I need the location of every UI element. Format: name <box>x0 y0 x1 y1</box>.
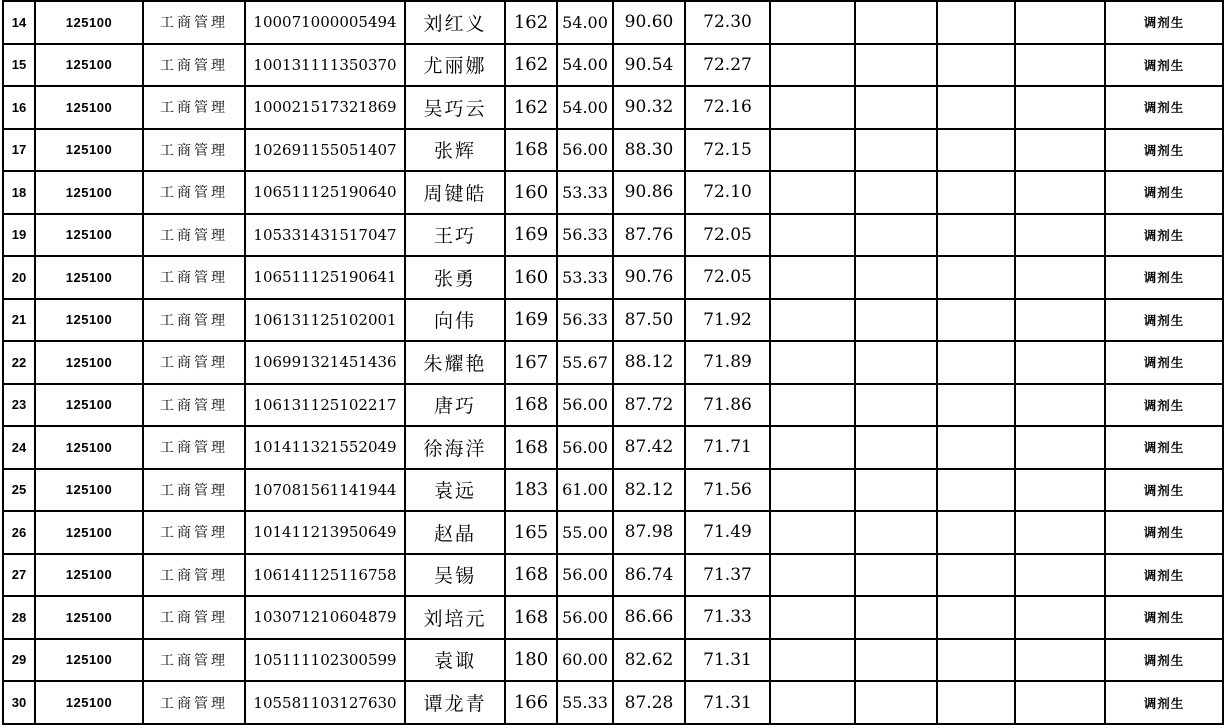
status-cell: 调剂生 <box>1105 384 1223 427</box>
candidate-name-cell: 谭龙青 <box>405 681 505 724</box>
table-row <box>3 384 1223 427</box>
total-score-cell: 162 <box>505 1 557 44</box>
table-row <box>3 171 1223 214</box>
final-score-cell: 71.37 <box>685 554 770 597</box>
major-code-cell: 125100 <box>35 469 143 512</box>
final-score-cell: 71.33 <box>685 596 770 639</box>
candidate-name-cell: 袁诹 <box>405 639 505 682</box>
status-cell: 调剂生 <box>1105 341 1223 384</box>
empty-cell <box>770 1 855 44</box>
exam-id-cell: 106141125116758 <box>245 554 405 597</box>
final-score-cell: 71.71 <box>685 426 770 469</box>
converted-score-cell: 56.33 <box>557 214 613 257</box>
empty-cell <box>1015 639 1105 682</box>
interview-score-cell: 87.42 <box>613 426 685 469</box>
table-row <box>3 511 1223 554</box>
empty-cell <box>937 171 1015 214</box>
empty-cell <box>855 384 937 427</box>
row-number-cell: 20 <box>3 256 35 299</box>
row-number-cell: 27 <box>3 554 35 597</box>
candidate-name-cell: 吴巧云 <box>405 86 505 129</box>
row-number-cell: 14 <box>3 1 35 44</box>
major-code-cell: 125100 <box>35 596 143 639</box>
final-score-cell: 72.27 <box>685 44 770 87</box>
final-score-cell: 71.56 <box>685 469 770 512</box>
status-cell: 调剂生 <box>1105 1 1223 44</box>
empty-cell <box>770 171 855 214</box>
converted-score-cell: 54.00 <box>557 86 613 129</box>
total-score-cell: 162 <box>505 44 557 87</box>
major-name-cell: 工商管理 <box>143 1 245 44</box>
major-code-cell: 125100 <box>35 214 143 257</box>
empty-cell <box>855 469 937 512</box>
interview-score-cell: 87.98 <box>613 511 685 554</box>
exam-id-cell: 101411321552049 <box>245 426 405 469</box>
empty-cell <box>1015 86 1105 129</box>
final-score-cell: 71.92 <box>685 299 770 342</box>
empty-cell <box>770 341 855 384</box>
empty-cell <box>937 511 1015 554</box>
major-name-cell: 工商管理 <box>143 299 245 342</box>
major-code-cell: 125100 <box>35 426 143 469</box>
empty-cell <box>855 86 937 129</box>
row-number-cell: 25 <box>3 469 35 512</box>
major-name-cell: 工商管理 <box>143 426 245 469</box>
admission-score-table <box>2 0 1224 725</box>
total-score-cell: 169 <box>505 299 557 342</box>
empty-cell <box>855 214 937 257</box>
empty-cell <box>770 214 855 257</box>
candidate-name-cell: 徐海洋 <box>405 426 505 469</box>
candidate-name-cell: 向伟 <box>405 299 505 342</box>
empty-cell <box>937 44 1015 87</box>
total-score-cell: 168 <box>505 129 557 172</box>
exam-id-cell: 106511125190641 <box>245 256 405 299</box>
candidate-name-cell: 唐巧 <box>405 384 505 427</box>
status-cell: 调剂生 <box>1105 426 1223 469</box>
empty-cell <box>937 639 1015 682</box>
final-score-cell: 71.49 <box>685 511 770 554</box>
empty-cell <box>1015 469 1105 512</box>
table-row <box>3 554 1223 597</box>
final-score-cell: 71.89 <box>685 341 770 384</box>
major-code-cell: 125100 <box>35 639 143 682</box>
row-number-cell: 21 <box>3 299 35 342</box>
candidate-name-cell: 周键皓 <box>405 171 505 214</box>
major-name-cell: 工商管理 <box>143 171 245 214</box>
converted-score-cell: 56.00 <box>557 129 613 172</box>
major-name-cell: 工商管理 <box>143 469 245 512</box>
empty-cell <box>937 86 1015 129</box>
final-score-cell: 72.16 <box>685 86 770 129</box>
total-score-cell: 166 <box>505 681 557 724</box>
major-code-cell: 125100 <box>35 1 143 44</box>
candidate-name-cell: 王巧 <box>405 214 505 257</box>
row-number-cell: 15 <box>3 44 35 87</box>
empty-cell <box>855 341 937 384</box>
empty-cell <box>770 426 855 469</box>
exam-id-cell: 106131125102001 <box>245 299 405 342</box>
exam-id-cell: 106131125102217 <box>245 384 405 427</box>
total-score-cell: 160 <box>505 171 557 214</box>
total-score-cell: 168 <box>505 596 557 639</box>
empty-cell <box>1015 554 1105 597</box>
candidate-name-cell: 刘红义 <box>405 1 505 44</box>
candidate-name-cell: 刘培元 <box>405 596 505 639</box>
table-row <box>3 469 1223 512</box>
status-cell: 调剂生 <box>1105 214 1223 257</box>
converted-score-cell: 60.00 <box>557 639 613 682</box>
empty-cell <box>1015 511 1105 554</box>
empty-cell <box>770 469 855 512</box>
exam-id-cell: 105331431517047 <box>245 214 405 257</box>
converted-score-cell: 53.33 <box>557 171 613 214</box>
final-score-cell: 72.30 <box>685 1 770 44</box>
total-score-cell: 168 <box>505 426 557 469</box>
status-cell: 调剂生 <box>1105 129 1223 172</box>
empty-cell <box>937 1 1015 44</box>
table-body <box>3 1 1223 724</box>
exam-id-cell: 105581103127630 <box>245 681 405 724</box>
table-row <box>3 44 1223 87</box>
empty-cell <box>937 384 1015 427</box>
empty-cell <box>855 511 937 554</box>
final-score-cell: 72.05 <box>685 214 770 257</box>
exam-id-cell: 103071210604879 <box>245 596 405 639</box>
major-name-cell: 工商管理 <box>143 639 245 682</box>
total-score-cell: 162 <box>505 86 557 129</box>
empty-cell <box>937 469 1015 512</box>
empty-cell <box>1015 44 1105 87</box>
empty-cell <box>770 129 855 172</box>
empty-cell <box>937 214 1015 257</box>
major-name-cell: 工商管理 <box>143 511 245 554</box>
converted-score-cell: 56.00 <box>557 554 613 597</box>
final-score-cell: 71.31 <box>685 681 770 724</box>
major-code-cell: 125100 <box>35 384 143 427</box>
major-code-cell: 125100 <box>35 129 143 172</box>
empty-cell <box>937 299 1015 342</box>
total-score-cell: 168 <box>505 554 557 597</box>
row-number-cell: 17 <box>3 129 35 172</box>
converted-score-cell: 55.33 <box>557 681 613 724</box>
major-name-cell: 工商管理 <box>143 554 245 597</box>
final-score-cell: 72.05 <box>685 256 770 299</box>
exam-id-cell: 102691155051407 <box>245 129 405 172</box>
empty-cell <box>1015 596 1105 639</box>
interview-score-cell: 87.76 <box>613 214 685 257</box>
empty-cell <box>937 596 1015 639</box>
empty-cell <box>937 426 1015 469</box>
table-row <box>3 129 1223 172</box>
major-name-cell: 工商管理 <box>143 596 245 639</box>
interview-score-cell: 90.60 <box>613 1 685 44</box>
candidate-name-cell: 张勇 <box>405 256 505 299</box>
candidate-name-cell: 尤丽娜 <box>405 44 505 87</box>
row-number-cell: 28 <box>3 596 35 639</box>
table-row <box>3 1 1223 44</box>
converted-score-cell: 55.67 <box>557 341 613 384</box>
empty-cell <box>855 681 937 724</box>
interview-score-cell: 90.32 <box>613 86 685 129</box>
converted-score-cell: 55.00 <box>557 511 613 554</box>
major-code-cell: 125100 <box>35 681 143 724</box>
row-number-cell: 18 <box>3 171 35 214</box>
status-cell: 调剂生 <box>1105 554 1223 597</box>
converted-score-cell: 56.00 <box>557 426 613 469</box>
status-cell: 调剂生 <box>1105 681 1223 724</box>
major-code-cell: 125100 <box>35 256 143 299</box>
empty-cell <box>855 129 937 172</box>
major-name-cell: 工商管理 <box>143 256 245 299</box>
total-score-cell: 165 <box>505 511 557 554</box>
table-row <box>3 214 1223 257</box>
total-score-cell: 168 <box>505 384 557 427</box>
interview-score-cell: 87.50 <box>613 299 685 342</box>
table-row <box>3 639 1223 682</box>
empty-cell <box>855 256 937 299</box>
exam-id-cell: 106511125190640 <box>245 171 405 214</box>
status-cell: 调剂生 <box>1105 44 1223 87</box>
final-score-cell: 72.15 <box>685 129 770 172</box>
major-code-cell: 125100 <box>35 86 143 129</box>
final-score-cell: 71.86 <box>685 384 770 427</box>
status-cell: 调剂生 <box>1105 299 1223 342</box>
row-number-cell: 29 <box>3 639 35 682</box>
candidate-name-cell: 朱耀艳 <box>405 341 505 384</box>
empty-cell <box>1015 214 1105 257</box>
empty-cell <box>937 341 1015 384</box>
major-name-cell: 工商管理 <box>143 341 245 384</box>
major-name-cell: 工商管理 <box>143 214 245 257</box>
major-code-cell: 125100 <box>35 299 143 342</box>
empty-cell <box>855 554 937 597</box>
major-name-cell: 工商管理 <box>143 384 245 427</box>
empty-cell <box>1015 171 1105 214</box>
major-code-cell: 125100 <box>35 554 143 597</box>
converted-score-cell: 56.00 <box>557 596 613 639</box>
interview-score-cell: 90.86 <box>613 171 685 214</box>
empty-cell <box>1015 129 1105 172</box>
empty-cell <box>937 256 1015 299</box>
row-number-cell: 16 <box>3 86 35 129</box>
table-row <box>3 596 1223 639</box>
exam-id-cell: 101411213950649 <box>245 511 405 554</box>
table-row <box>3 426 1223 469</box>
major-code-cell: 125100 <box>35 511 143 554</box>
exam-id-cell: 100131111350370 <box>245 44 405 87</box>
exam-id-cell: 100021517321869 <box>245 86 405 129</box>
empty-cell <box>855 299 937 342</box>
total-score-cell: 169 <box>505 214 557 257</box>
row-number-cell: 22 <box>3 341 35 384</box>
empty-cell <box>770 384 855 427</box>
status-cell: 调剂生 <box>1105 639 1223 682</box>
major-code-cell: 125100 <box>35 171 143 214</box>
empty-cell <box>1015 384 1105 427</box>
major-code-cell: 125100 <box>35 341 143 384</box>
empty-cell <box>937 681 1015 724</box>
interview-score-cell: 90.54 <box>613 44 685 87</box>
row-number-cell: 23 <box>3 384 35 427</box>
status-cell: 调剂生 <box>1105 256 1223 299</box>
row-number-cell: 30 <box>3 681 35 724</box>
table-row <box>3 681 1223 724</box>
empty-cell <box>855 44 937 87</box>
major-name-cell: 工商管理 <box>143 86 245 129</box>
candidate-name-cell: 吴锡 <box>405 554 505 597</box>
table-row <box>3 86 1223 129</box>
empty-cell <box>855 426 937 469</box>
row-number-cell: 26 <box>3 511 35 554</box>
final-score-cell: 71.31 <box>685 639 770 682</box>
empty-cell <box>1015 1 1105 44</box>
empty-cell <box>770 511 855 554</box>
empty-cell <box>1015 426 1105 469</box>
row-number-cell: 19 <box>3 214 35 257</box>
row-number-cell: 24 <box>3 426 35 469</box>
empty-cell <box>770 681 855 724</box>
empty-cell <box>770 86 855 129</box>
converted-score-cell: 61.00 <box>557 469 613 512</box>
candidate-name-cell: 赵晶 <box>405 511 505 554</box>
total-score-cell: 160 <box>505 256 557 299</box>
status-cell: 调剂生 <box>1105 86 1223 129</box>
empty-cell <box>770 299 855 342</box>
empty-cell <box>770 596 855 639</box>
converted-score-cell: 54.00 <box>557 44 613 87</box>
exam-id-cell: 100071000005494 <box>245 1 405 44</box>
empty-cell <box>1015 299 1105 342</box>
interview-score-cell: 88.12 <box>613 341 685 384</box>
interview-score-cell: 82.62 <box>613 639 685 682</box>
exam-id-cell: 106991321451436 <box>245 341 405 384</box>
candidate-name-cell: 张辉 <box>405 129 505 172</box>
major-name-cell: 工商管理 <box>143 129 245 172</box>
major-name-cell: 工商管理 <box>143 681 245 724</box>
empty-cell <box>770 639 855 682</box>
converted-score-cell: 54.00 <box>557 1 613 44</box>
interview-score-cell: 88.30 <box>613 129 685 172</box>
empty-cell <box>770 44 855 87</box>
empty-cell <box>855 1 937 44</box>
converted-score-cell: 56.00 <box>557 384 613 427</box>
empty-cell <box>937 129 1015 172</box>
total-score-cell: 167 <box>505 341 557 384</box>
total-score-cell: 183 <box>505 469 557 512</box>
status-cell: 调剂生 <box>1105 469 1223 512</box>
converted-score-cell: 53.33 <box>557 256 613 299</box>
interview-score-cell: 87.72 <box>613 384 685 427</box>
table-row <box>3 256 1223 299</box>
table-row <box>3 299 1223 342</box>
empty-cell <box>855 171 937 214</box>
empty-cell <box>1015 341 1105 384</box>
major-code-cell: 125100 <box>35 44 143 87</box>
interview-score-cell: 86.74 <box>613 554 685 597</box>
interview-score-cell: 87.28 <box>613 681 685 724</box>
table-row <box>3 341 1223 384</box>
empty-cell <box>1015 681 1105 724</box>
exam-id-cell: 107081561141944 <box>245 469 405 512</box>
status-cell: 调剂生 <box>1105 171 1223 214</box>
interview-score-cell: 86.66 <box>613 596 685 639</box>
major-name-cell: 工商管理 <box>143 44 245 87</box>
empty-cell <box>770 554 855 597</box>
empty-cell <box>770 256 855 299</box>
empty-cell <box>937 554 1015 597</box>
interview-score-cell: 82.12 <box>613 469 685 512</box>
status-cell: 调剂生 <box>1105 511 1223 554</box>
interview-score-cell: 90.76 <box>613 256 685 299</box>
candidate-name-cell: 袁远 <box>405 469 505 512</box>
empty-cell <box>1015 256 1105 299</box>
status-cell: 调剂生 <box>1105 596 1223 639</box>
exam-id-cell: 105111102300599 <box>245 639 405 682</box>
final-score-cell: 72.10 <box>685 171 770 214</box>
total-score-cell: 180 <box>505 639 557 682</box>
empty-cell <box>855 639 937 682</box>
converted-score-cell: 56.33 <box>557 299 613 342</box>
empty-cell <box>855 596 937 639</box>
